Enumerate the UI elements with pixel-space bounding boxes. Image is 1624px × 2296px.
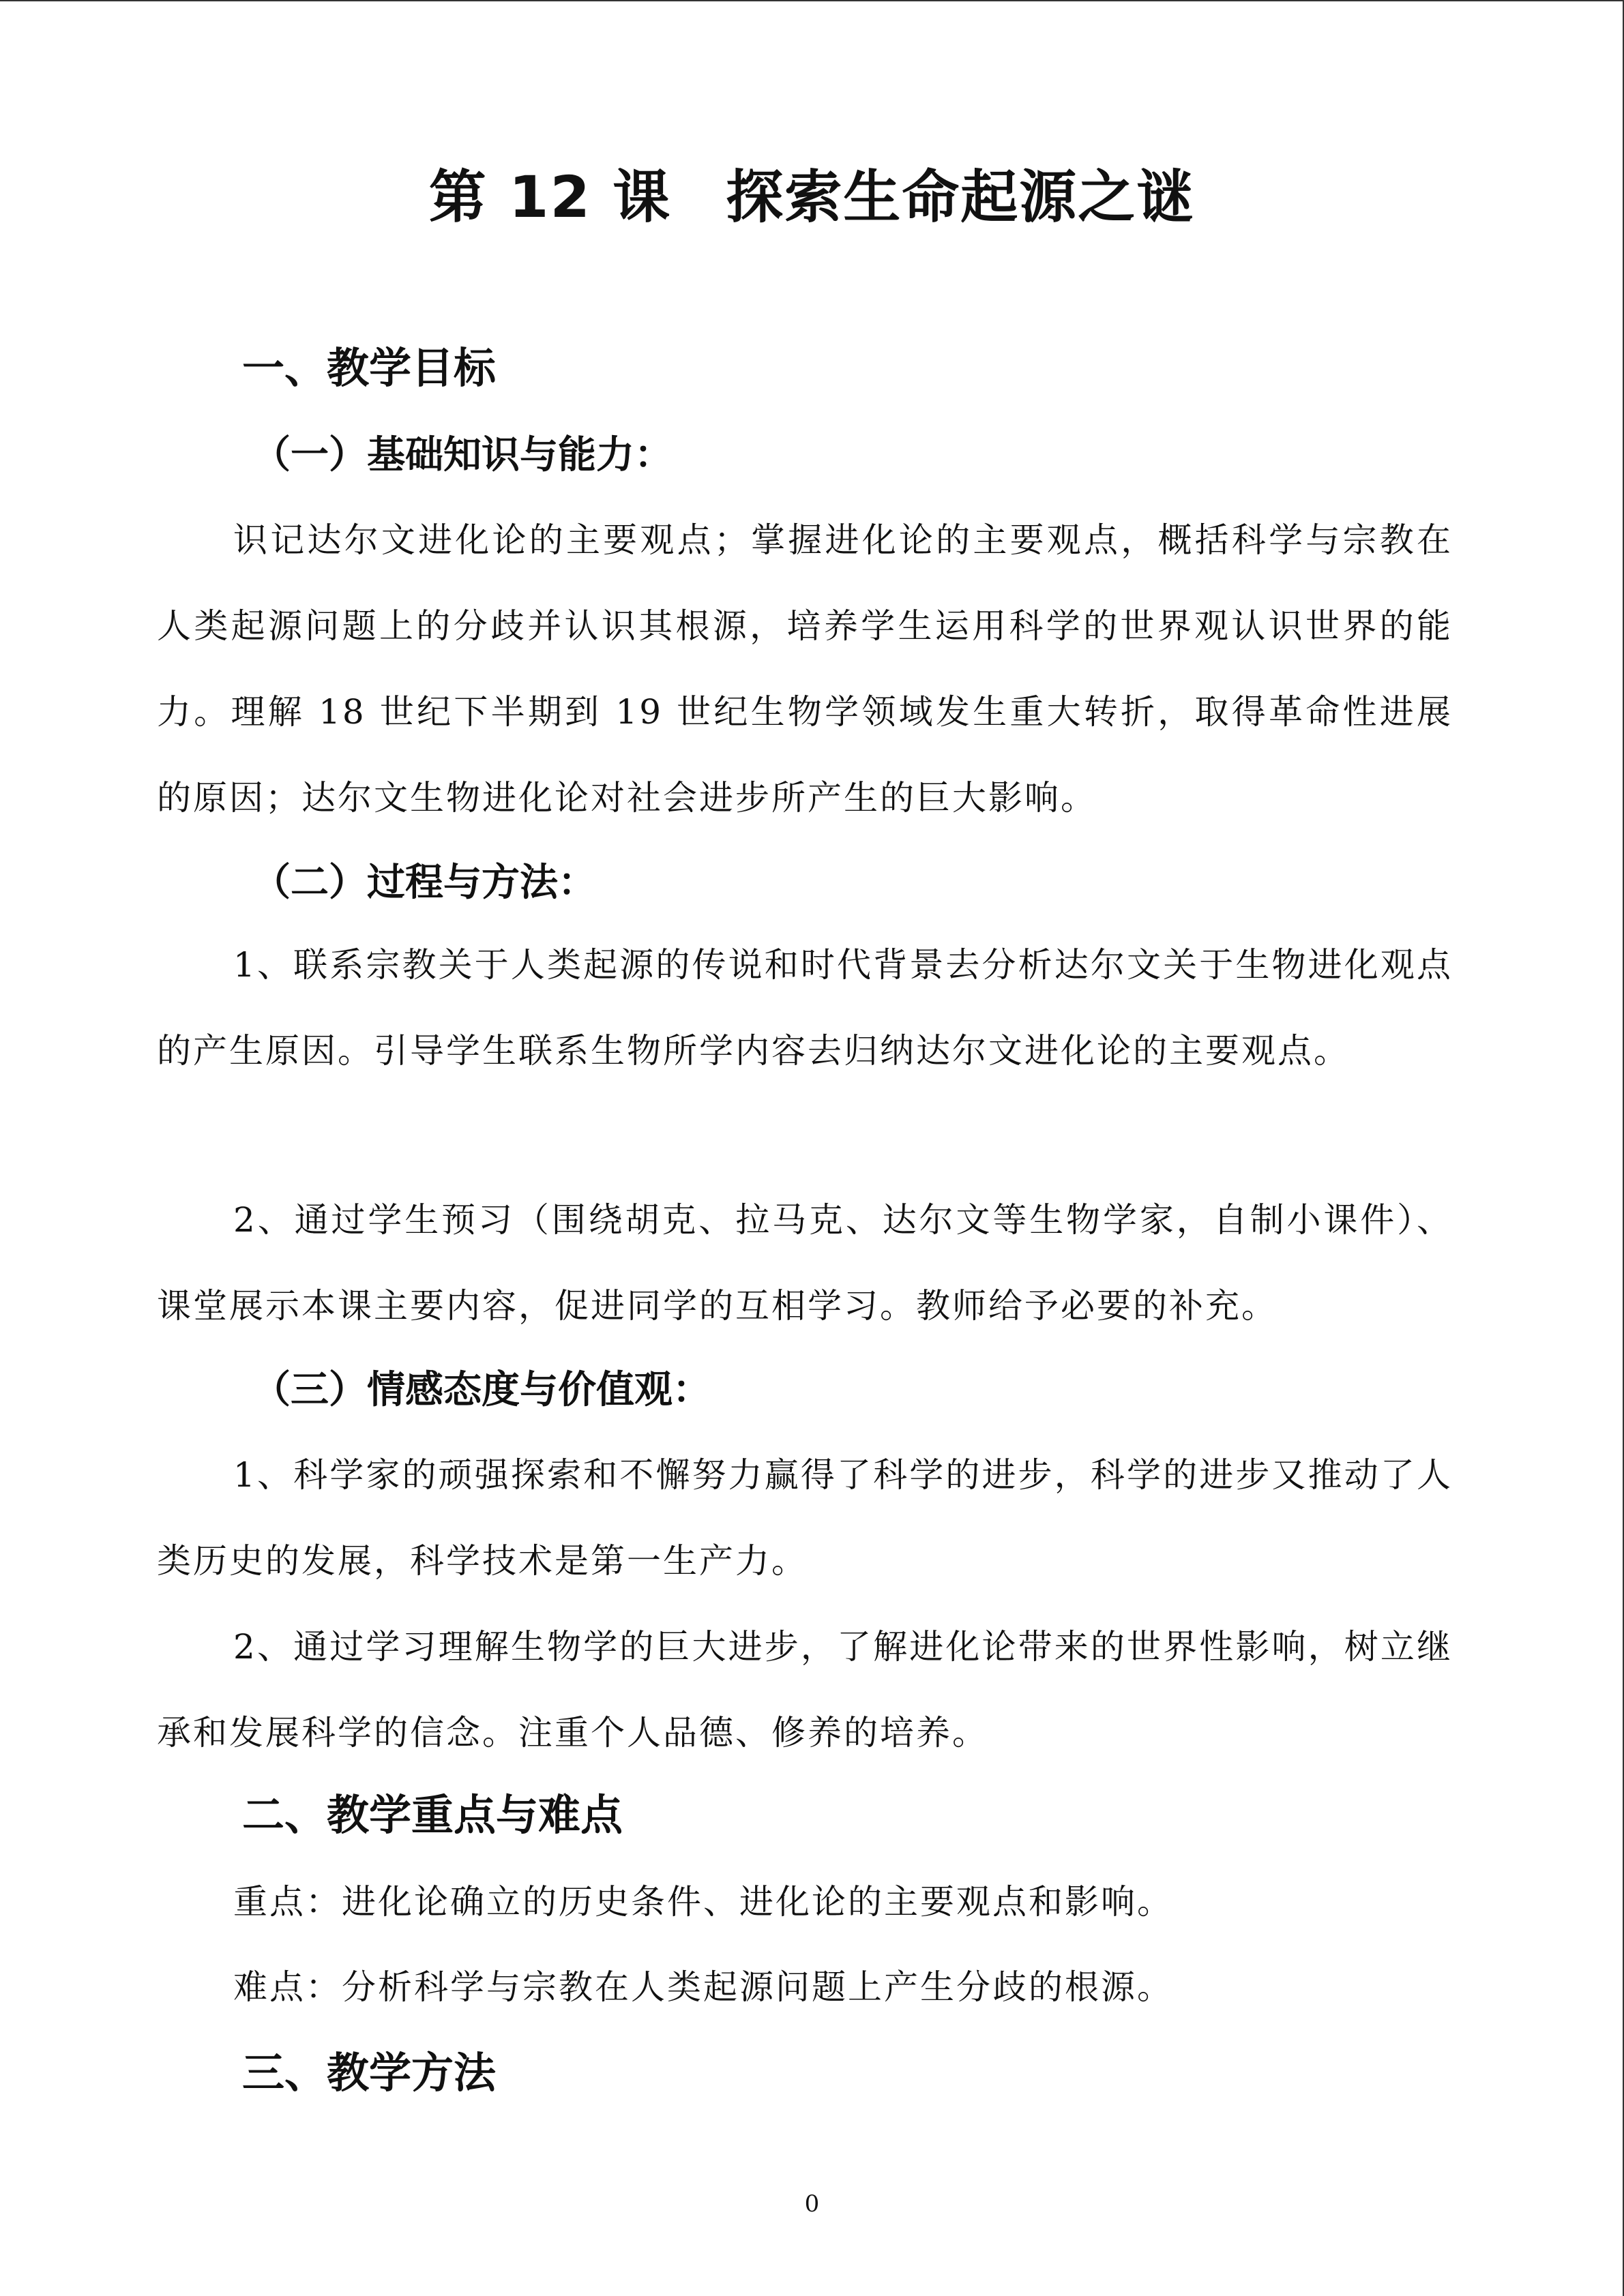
paragraph-process-1: 1、联系宗教关于人类起源的传说和时代背景去分析达尔文关于生物进化观点的产生原因。引导学生联系生物所学内容去归纳达尔文进化论的主要观点。: [157, 945, 1453, 1071]
subheading-knowledge: （一）基础知识与能力：: [252, 432, 673, 477]
page-title: [0, 160, 1624, 235]
paragraph-values-1: 1、科学家的顽强探索和不懈努力赢得了科学的进步，科学的进步又推动了人类历史的发展，科学技术是第一生产力。: [157, 1455, 1453, 1581]
difficulty-text: 难点：分析科学与宗教在人类起源问题上产生分歧的根源。: [233, 1967, 1173, 2007]
paragraph-knowledge: 识记达尔文进化论的主要观点；掌握进化论的主要观点，概括科学与宗教在人类起源问题上的分歧并认识其根源，培养学生运用科学的世界观认识世界的能力。理解 18 世纪下半期到 19 世纪生物学领域发生重大转折，取得革命性进展的原因；达尔文生物进化论对社会进步所产生的巨大影响。: [157, 520, 1453, 818]
section-heading-objectives: 一、教学目标: [242, 343, 497, 393]
lesson-number: 第 12 课: [428, 164, 672, 230]
lesson-name: 探索生命起源之谜: [726, 164, 1196, 230]
paragraph-process-2: 2、通过学生预习（围绕胡克、拉马克、达尔文等生物学家，自制小课件）、课堂展示本课主要内容，促进同学的互相学习。教师给予必要的补充。: [157, 1200, 1453, 1326]
page-number: 0: [804, 2190, 820, 2218]
section-heading-methods: 三、教学方法: [242, 2048, 497, 2098]
paragraph-values-2: 2、通过学习理解生物学的巨大进步，了解进化论带来的世界性影响，树立继承和发展科学的信念。注重个人品德、修养的培养。: [157, 1627, 1453, 1753]
subheading-values: （三）情感态度与价值观：: [252, 1367, 711, 1412]
key-point-text: 重点：进化论确立的历史条件、进化论的主要观点和影响。: [233, 1882, 1173, 1922]
subheading-process: （二）过程与方法：: [252, 860, 596, 905]
section-heading-keypoints: 二、教学重点与难点: [242, 1790, 623, 1840]
